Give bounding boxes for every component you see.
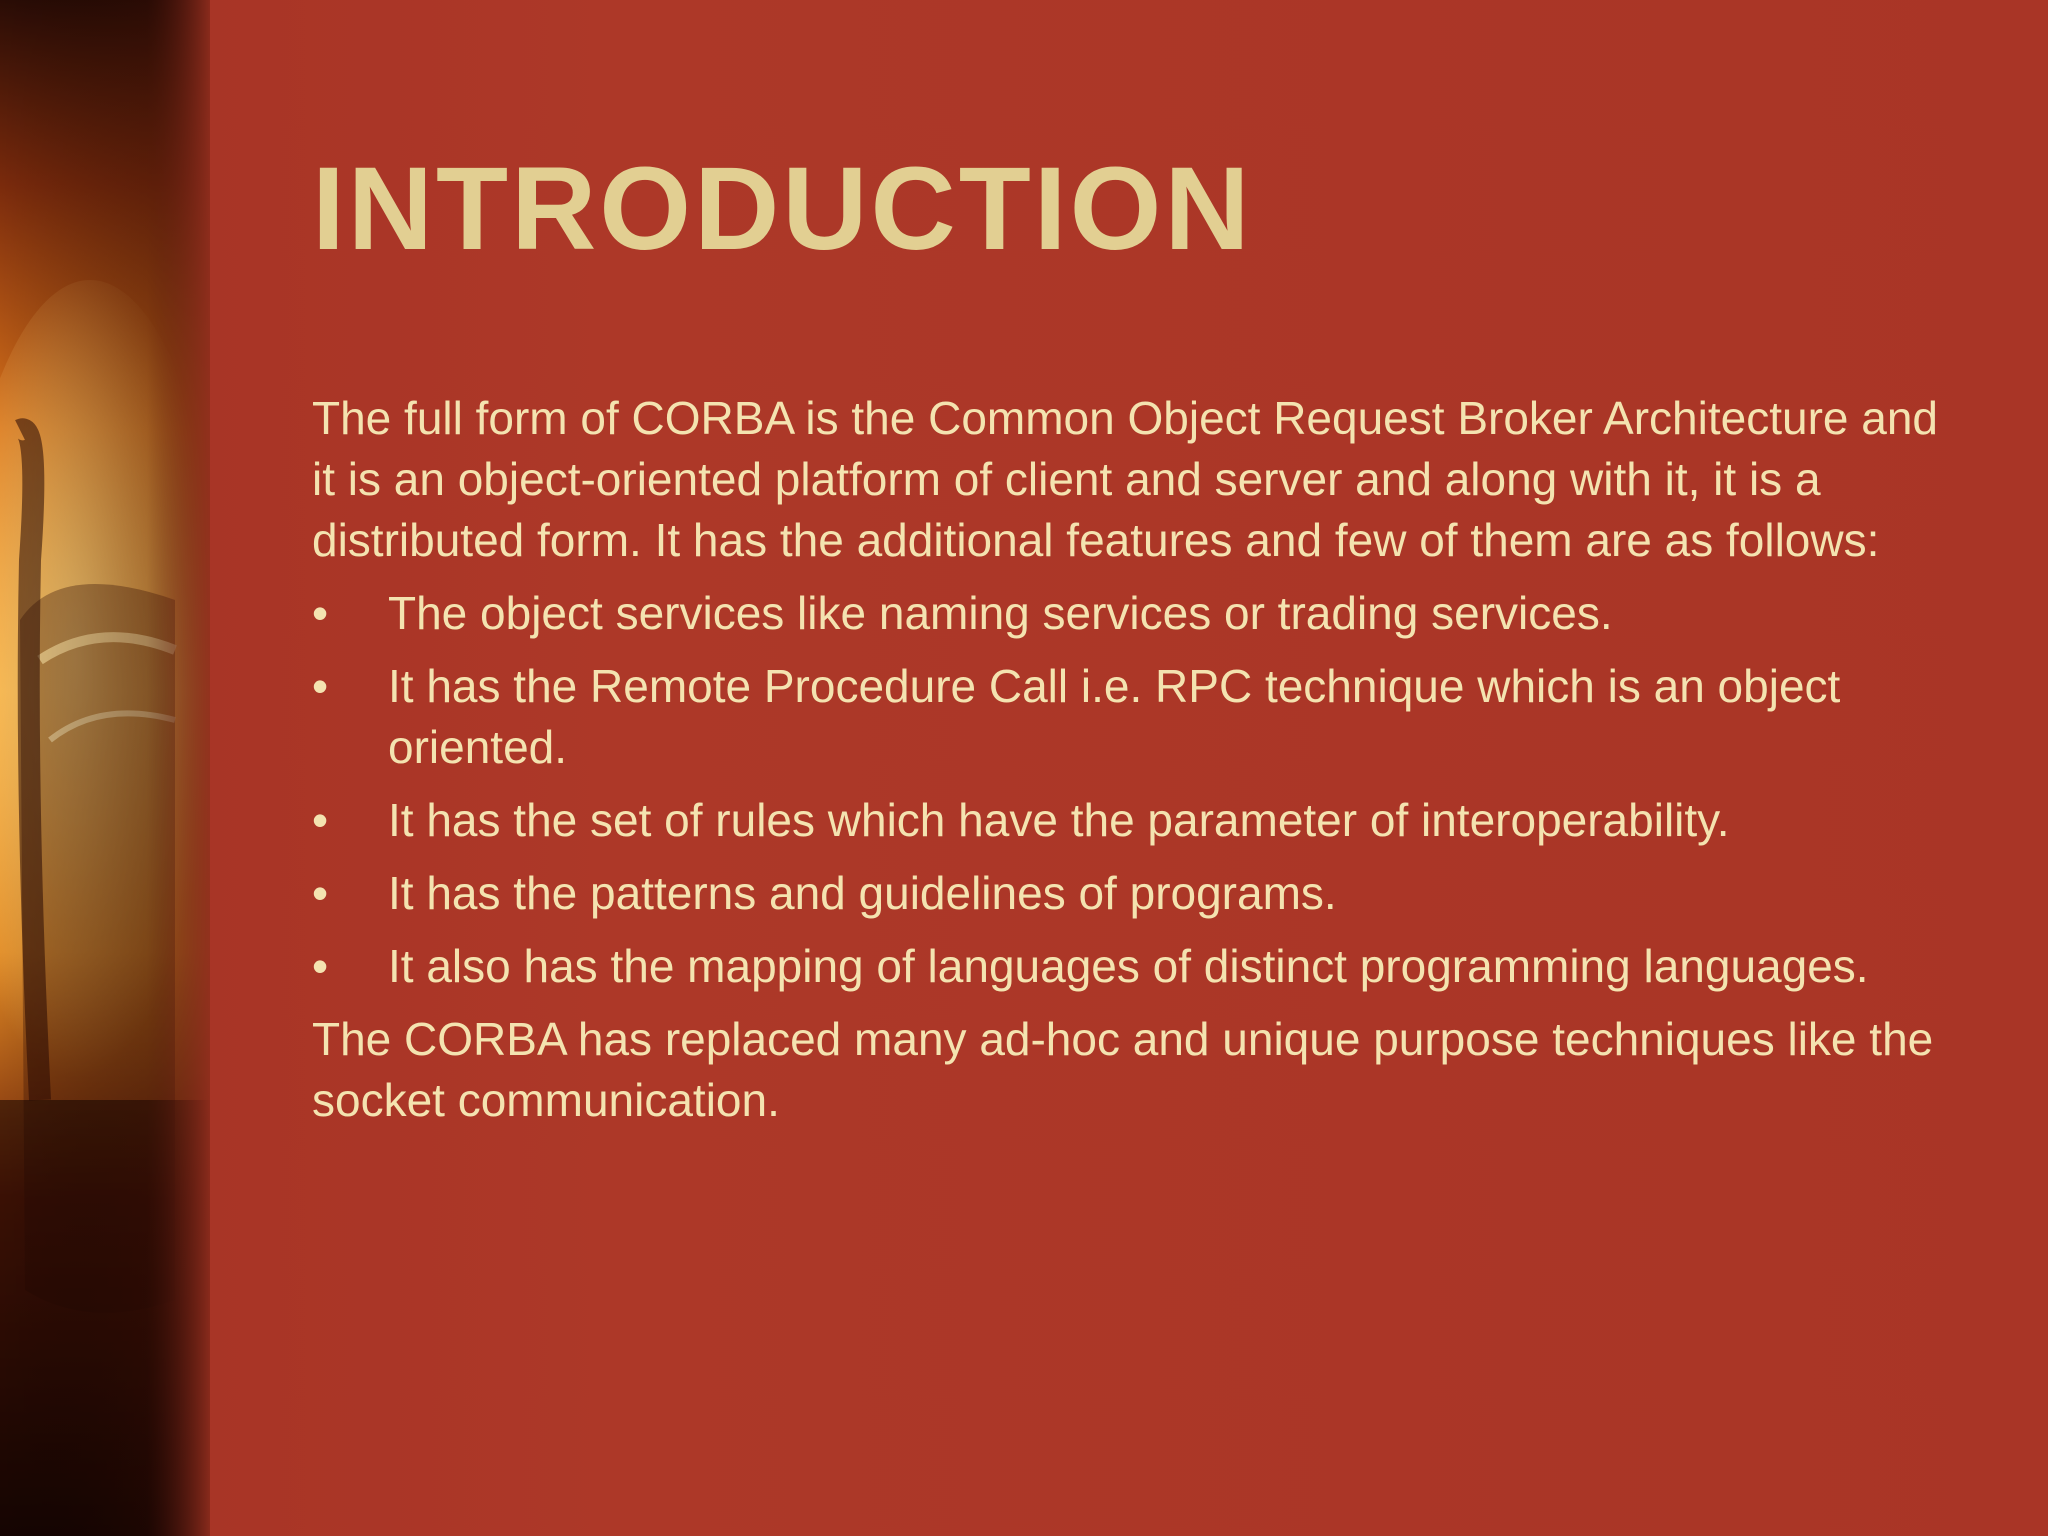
closing-paragraph: The CORBA has replaced many ad-hoc and unique purpose techniques like the socket communication. <box>312 1013 1934 1126</box>
slide-body <box>312 388 1952 1131</box>
list-item <box>312 936 1952 997</box>
list-item-text: It has the patterns and guidelines of programs. <box>388 867 1337 919</box>
list-item <box>312 656 1952 778</box>
feature-list <box>312 583 1952 997</box>
bullet-icon: • <box>312 867 329 919</box>
list-item-text: It has the set of rules which have the parameter of interoperability. <box>388 794 1730 846</box>
bullet-icon: • <box>312 587 329 639</box>
bullet-icon: • <box>312 940 329 992</box>
decorative-glass-photo <box>0 0 210 1536</box>
slide-title: INTRODUCTION <box>312 143 1253 275</box>
list-item-text: It has the Remote Procedure Call i.e. RPC technique which is an object oriented. <box>388 660 1841 773</box>
list-item-text: The object services like naming services or trading services. <box>388 587 1613 639</box>
list-item-text: It also has the mapping of languages of distinct programming languages. <box>388 940 1869 992</box>
intro-paragraph: The full form of CORBA is the Common Object Request Broker Architecture and it is an object-oriented platform of client and server and along with it, it is a distributed form. It has the additional features and few of them are as follows: <box>312 392 1939 566</box>
bullet-icon: • <box>312 794 329 846</box>
bullet-icon: • <box>312 660 329 712</box>
list-item <box>312 790 1952 851</box>
list-item <box>312 863 1952 924</box>
list-item <box>312 583 1952 644</box>
